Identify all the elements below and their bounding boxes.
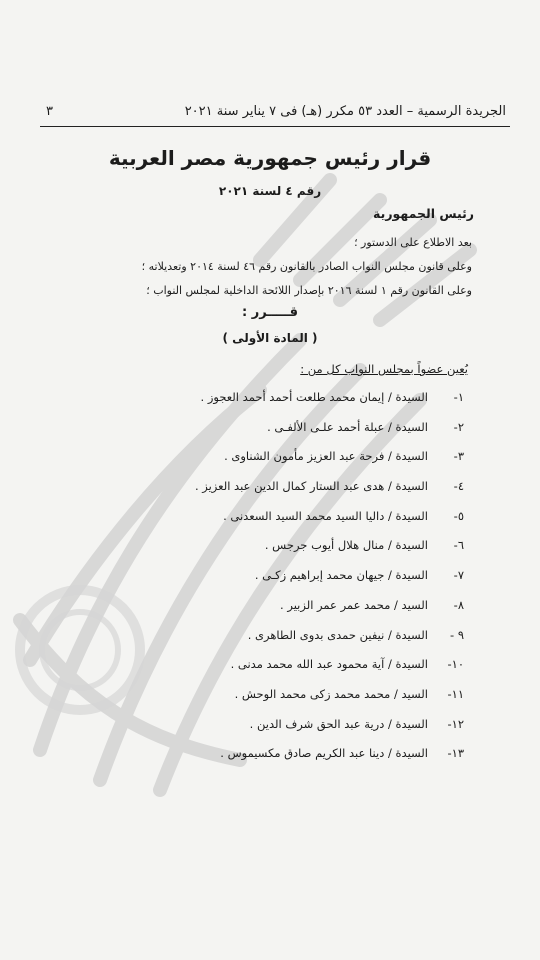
item-number: ٧- [453,568,464,583]
item-number: ١٠- [447,657,464,672]
journal-info: الجريدة الرسمية – العدد ٥٣ مكرر (هـ) فى ٧ يناير سنة ٢٠٢١ [184,104,506,119]
item-text: السيدة / جيهان محمد إبراهيم زكـى . [254,568,428,583]
item-number: ١٣- [447,746,464,761]
item-text: السيدة / آية محمود عبد الله محمد مدنى . [230,657,428,672]
item-text: السيدة / منال هلال أيوب جرجس . [264,538,428,553]
page-number: ٣ [46,104,53,119]
list-item [60,508,464,538]
list-item [60,597,464,627]
item-number: ١٢- [447,716,464,731]
item-text: السيدة / دينا عبد الكريم صادق مكسيموس . [220,746,428,761]
decided-heading: قـــــرر : [241,305,299,320]
decree-title: قرار رئيس جمهورية مصر العربية [108,146,432,170]
preamble-line: وعلى القانون رقم ١ لسنة ٢٠١٦ بإصدار اللائحة الداخلية لمجلس النواب ؛ [146,284,472,297]
list-item [60,448,464,478]
item-text: السيدة / فرحة عبد العزيز مأمون الشناوى . [224,449,428,464]
list-item [60,389,464,419]
item-number: ١- [453,390,464,404]
item-number: ٨- [453,597,464,612]
item-number: ٣- [453,449,464,464]
article-heading: ( المادة الأولى ) [222,331,318,345]
item-text: السيدة / داليا السيد محمد السيد السعدنى . [223,508,428,523]
members-list [60,389,464,775]
issuer: رئيس الجمهورية [373,206,474,221]
preamble-line: وعلى قانون مجلس النواب الصادر بالقانون رقم ٤٦ لسنة ٢٠١٤ وتعديلاته ؛ [141,260,472,273]
item-number: ٦- [453,538,464,553]
item-text: السيدة / عبلة أحمد علـى الألفـى . [267,419,428,434]
list-item [60,656,464,686]
appointment-intro [300,362,468,376]
list-item [60,567,464,597]
item-number: ٥- [453,508,464,523]
item-text: السيدة / هدى عبد الستار كمال الدين عبد العزيز . [194,479,428,494]
list-item [60,419,464,449]
list-item [60,716,464,746]
item-number: ٤- [453,479,464,494]
list-item [60,745,464,775]
item-text: السيدة / درية عبد الحق شرف الدين . [249,716,428,731]
item-text: السيدة / نيفين حمدى بدوى الطاهرى . [247,627,428,642]
item-number: ٩ - [450,627,464,642]
item-text: السيدة / إيمان محمد طلعت أحمد أحمد العجوز . [200,390,428,404]
list-item [60,686,464,716]
list-item [60,627,464,657]
running-header [46,104,506,119]
item-number: ١١- [447,686,464,701]
appointment-text: يُعين عضواً بمجلس النواب كل من : [300,362,468,376]
item-text: السيد / محمد عمر عمر الزبير . [280,597,428,612]
list-item [60,537,464,567]
item-text: السيد / محمد محمد زكى محمد الوحش . [234,686,428,701]
decree-number: رقم ٤ لسنة ٢٠٢١ [218,184,322,198]
item-number: ٢- [453,419,464,434]
preamble-line: بعد الاطلاع على الدستور ؛ [354,236,472,249]
header-rule [40,126,510,127]
list-item [60,478,464,508]
